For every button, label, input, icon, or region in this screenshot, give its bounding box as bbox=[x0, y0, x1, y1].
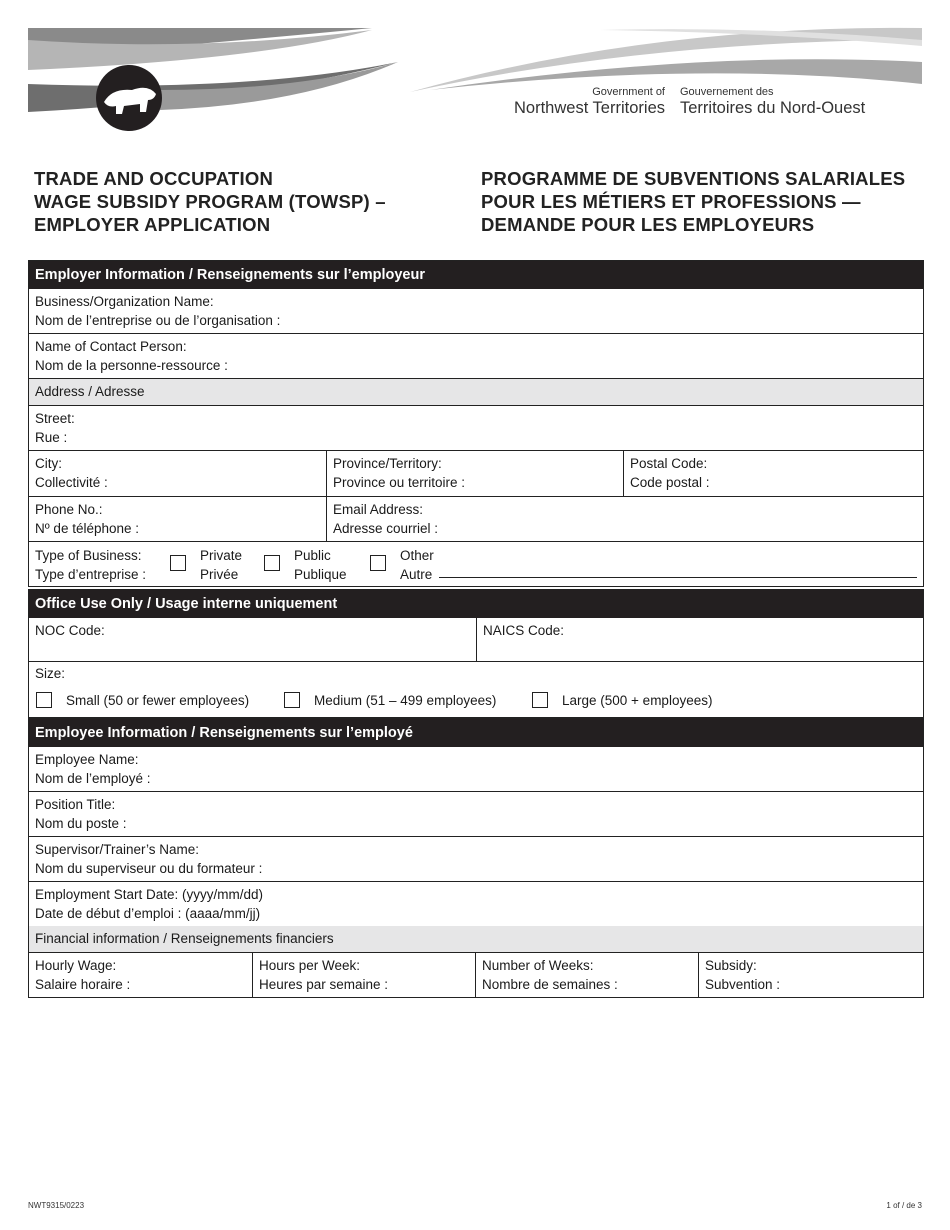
gov-fr-small: Gouvernement des bbox=[680, 86, 774, 98]
hours-per-week-field[interactable] bbox=[252, 953, 475, 997]
title-fr-line: POUR LES MÉTIERS ET PROFESSIONS — bbox=[481, 191, 861, 212]
field-label: Heures par semaine : bbox=[259, 976, 389, 992]
field-label: Salaire horaire : bbox=[35, 976, 131, 992]
employer-heading: Employer Information / Renseignements sur l’employeur bbox=[29, 261, 923, 289]
title-french bbox=[481, 167, 905, 236]
medium-size-checkbox[interactable] bbox=[284, 692, 300, 708]
gov-en-small: Government of bbox=[592, 86, 665, 98]
field-label: Phone No.: bbox=[35, 502, 103, 517]
business-name-field[interactable] bbox=[29, 289, 923, 334]
public-checkbox[interactable] bbox=[264, 555, 280, 571]
field-label: Nom de l’entreprise ou de l’organisation : bbox=[35, 312, 281, 328]
city-field[interactable] bbox=[29, 451, 326, 496]
office-heading: Office Use Only / Usage interne uniquement bbox=[29, 590, 923, 618]
field-label: Subvention : bbox=[705, 976, 781, 992]
field-label: Province ou territoire : bbox=[333, 474, 466, 490]
number-of-weeks-field[interactable] bbox=[475, 953, 698, 997]
option-label: Privée bbox=[200, 567, 239, 582]
size-row bbox=[29, 662, 923, 718]
large-size-checkbox[interactable] bbox=[532, 692, 548, 708]
field-label: Nom du poste : bbox=[35, 815, 127, 831]
field-label: Hours per Week: bbox=[259, 958, 361, 973]
public-option-label bbox=[294, 546, 347, 584]
small-size-checkbox[interactable] bbox=[36, 692, 52, 708]
large-size-label: Large (500 + employees) bbox=[562, 693, 713, 708]
field-label: Number of Weeks: bbox=[482, 958, 594, 973]
field-label: Business/Organization Name: bbox=[35, 294, 214, 309]
field-label: Type d’entreprise : bbox=[35, 567, 147, 582]
option-label: Autre bbox=[400, 567, 433, 582]
polar-bear-logo-icon bbox=[96, 65, 162, 131]
field-label: Nom de l’employé : bbox=[35, 770, 151, 786]
field-label: Nom du superviseur ou du formateur : bbox=[35, 860, 263, 876]
private-checkbox[interactable] bbox=[170, 555, 186, 571]
employer-section bbox=[28, 260, 924, 587]
field-label: Type of Business: bbox=[35, 548, 142, 563]
business-type-label bbox=[35, 546, 146, 584]
email-field[interactable] bbox=[326, 497, 923, 541]
phone-field[interactable] bbox=[29, 497, 326, 541]
form-number: NWT9315/0223 bbox=[28, 1201, 85, 1210]
position-title-field[interactable] bbox=[29, 792, 923, 837]
field-label: Street: bbox=[35, 411, 75, 426]
field-label: Postal Code: bbox=[630, 456, 708, 471]
field-label: Nº de téléphone : bbox=[35, 520, 140, 536]
field-label: Rue : bbox=[35, 429, 68, 445]
size-label: Size: bbox=[35, 666, 66, 681]
option-label: Public bbox=[294, 548, 331, 563]
naics-code-field[interactable] bbox=[476, 618, 923, 661]
province-field[interactable] bbox=[326, 451, 623, 496]
street-field[interactable] bbox=[29, 406, 923, 451]
business-type-row bbox=[29, 542, 923, 587]
field-label: Employee Name: bbox=[35, 752, 139, 767]
title-en-line: WAGE SUBSIDY PROGRAM (TOWSP) – bbox=[34, 191, 386, 212]
field-label: Subsidy: bbox=[705, 958, 757, 973]
postal-code-field[interactable] bbox=[623, 451, 923, 496]
option-label: Publique bbox=[294, 567, 347, 582]
medium-size-label: Medium (51 – 499 employees) bbox=[314, 693, 497, 708]
other-text-line[interactable] bbox=[439, 577, 917, 578]
other-checkbox[interactable] bbox=[370, 555, 386, 571]
private-option-label bbox=[200, 546, 242, 584]
employee-name-field[interactable] bbox=[29, 747, 923, 792]
contact-person-field[interactable] bbox=[29, 334, 923, 379]
title-fr-line: PROGRAMME DE SUBVENTIONS SALARIALES bbox=[481, 168, 906, 189]
title-en-line: TRADE AND OCCUPATION bbox=[34, 168, 274, 189]
field-label: NOC Code: bbox=[35, 623, 105, 638]
field-label: Date de début d’emploi : (aaaa/mm/jj) bbox=[35, 905, 261, 921]
title-fr-line: DEMANDE POUR LES EMPLOYEURS bbox=[481, 214, 815, 235]
field-label: Hourly Wage: bbox=[35, 958, 117, 973]
office-use-section bbox=[28, 589, 924, 718]
hourly-wage-field[interactable] bbox=[29, 953, 252, 997]
field-label: Employment Start Date: (yyyy/mm/dd) bbox=[35, 887, 264, 902]
field-label: Province/Territory: bbox=[333, 456, 442, 471]
employee-heading: Employee Information / Renseignements sur l’employé bbox=[29, 719, 923, 747]
field-label: Nombre de semaines : bbox=[482, 976, 618, 992]
employee-section bbox=[28, 718, 924, 998]
small-size-label: Small (50 or fewer employees) bbox=[66, 693, 250, 708]
title-en-line: EMPLOYER APPLICATION bbox=[34, 214, 271, 235]
field-label: Nom de la personne-ressource : bbox=[35, 357, 228, 373]
subsidy-field[interactable] bbox=[698, 953, 923, 997]
field-label: Supervisor/Trainer’s Name: bbox=[35, 842, 200, 857]
gov-en-label bbox=[500, 86, 665, 118]
gov-fr-label bbox=[680, 86, 865, 118]
title-english bbox=[34, 167, 386, 236]
option-label: Other bbox=[400, 548, 434, 563]
noc-code-field[interactable] bbox=[29, 618, 476, 661]
field-label: Name of Contact Person: bbox=[35, 339, 187, 354]
field-label: Collectivité : bbox=[35, 474, 108, 490]
field-label: NAICS Code: bbox=[483, 623, 565, 638]
address-subheading: Address / Adresse bbox=[29, 379, 923, 406]
field-label: City: bbox=[35, 456, 62, 471]
option-label: Private bbox=[200, 548, 243, 563]
field-label: Adresse courriel : bbox=[333, 520, 439, 536]
gov-fr-big: Territoires du Nord-Ouest bbox=[680, 99, 866, 117]
page-number: 1 of / de 3 bbox=[886, 1201, 922, 1210]
financial-subheading: Financial information / Renseignements financiers bbox=[29, 926, 923, 953]
header-swoosh-banner bbox=[0, 0, 950, 140]
start-date-field[interactable] bbox=[29, 882, 923, 926]
gov-en-big: Northwest Territories bbox=[514, 99, 665, 117]
field-label: Code postal : bbox=[630, 474, 710, 490]
field-label: Position Title: bbox=[35, 797, 116, 812]
field-label: Email Address: bbox=[333, 502, 424, 517]
other-option-label bbox=[400, 546, 434, 584]
supervisor-name-field[interactable] bbox=[29, 837, 923, 882]
